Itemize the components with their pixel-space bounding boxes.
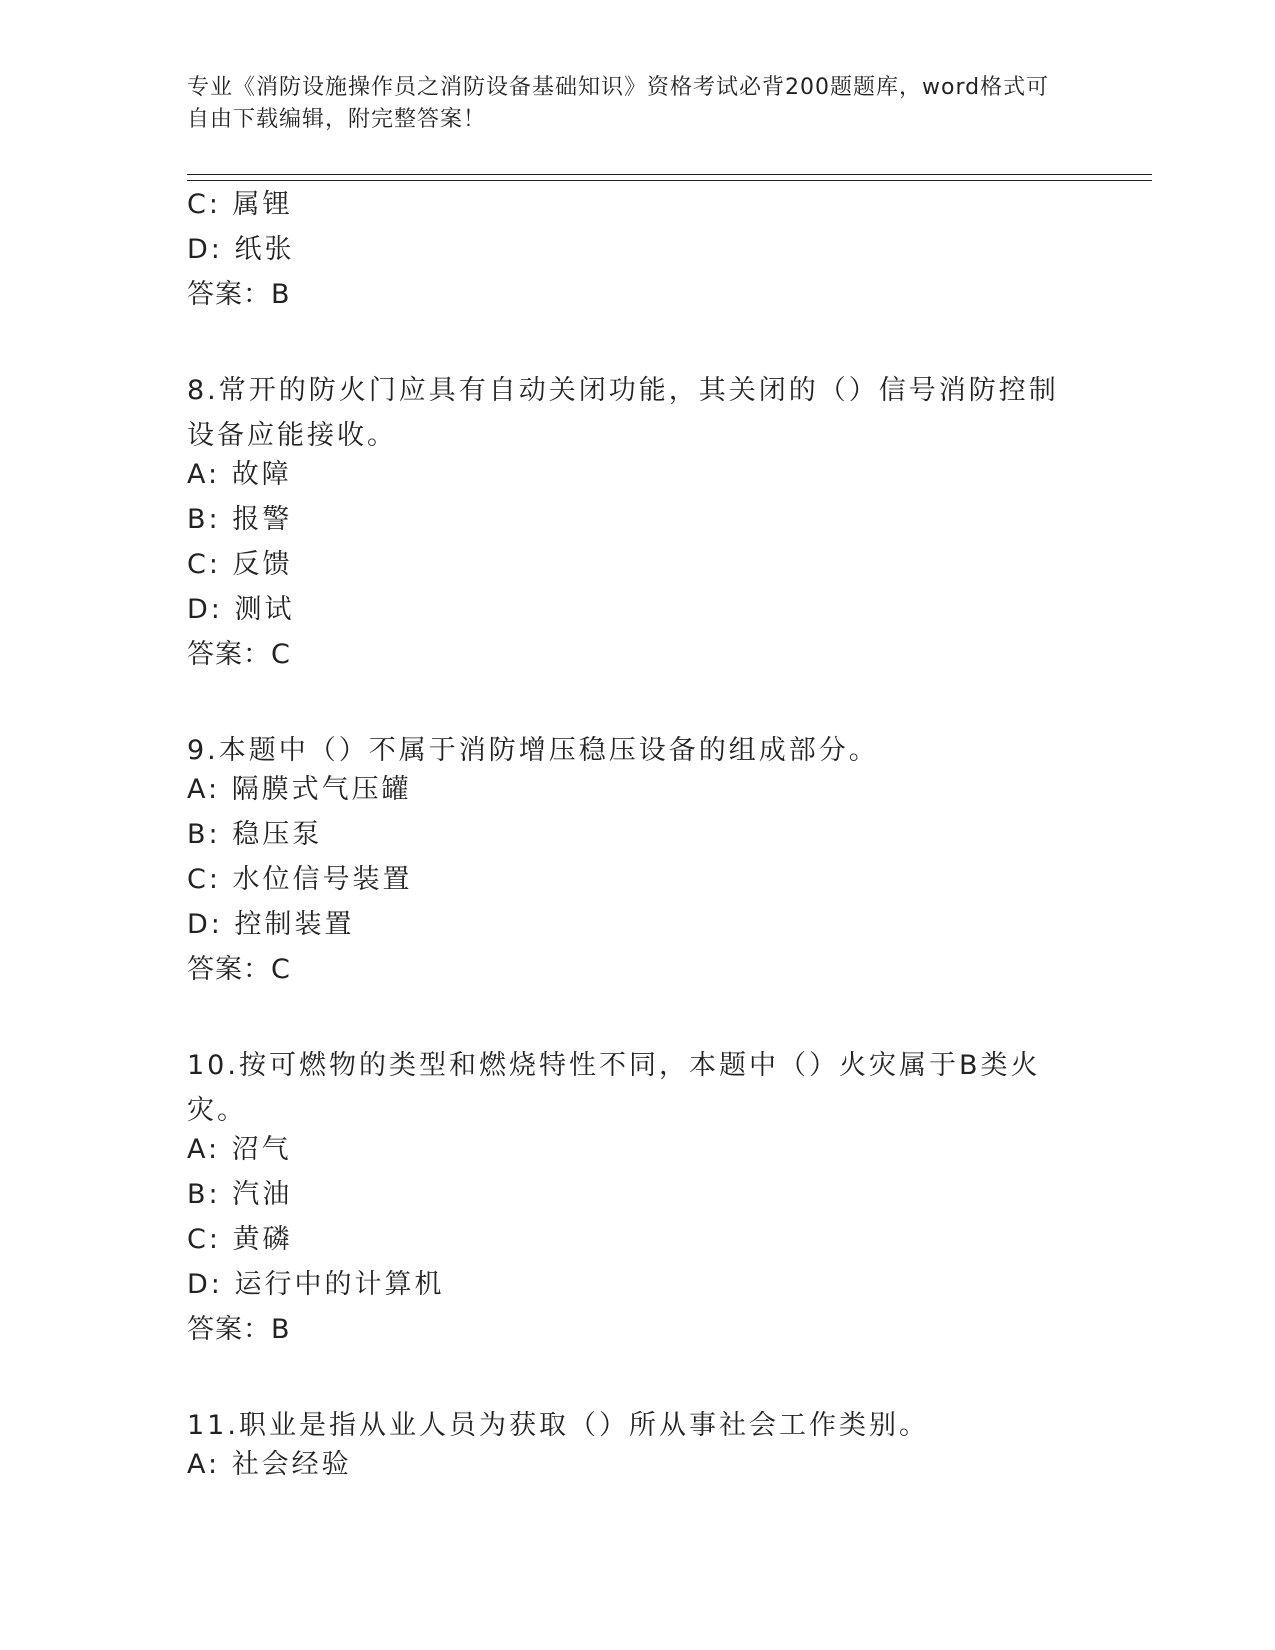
question-7-continuation bbox=[187, 188, 1067, 312]
option-text: 汽油 bbox=[232, 1179, 293, 1210]
option-c bbox=[187, 188, 1067, 222]
option-label: A: bbox=[187, 459, 221, 490]
option-b bbox=[187, 503, 1067, 537]
option-label: D: bbox=[187, 1269, 223, 1300]
option-text: 报警 bbox=[232, 504, 293, 535]
option-label: D: bbox=[187, 234, 223, 265]
answer-line: 答案：B bbox=[187, 279, 291, 310]
option-text: 故障 bbox=[231, 459, 292, 490]
option-d bbox=[187, 1268, 1067, 1302]
option-text: 纸张 bbox=[234, 234, 295, 265]
option-b bbox=[187, 818, 1067, 852]
question-list bbox=[187, 188, 1067, 1493]
option-text: 稳压泵 bbox=[232, 819, 323, 850]
option-label: A: bbox=[187, 1449, 221, 1480]
option-label: A: bbox=[187, 774, 221, 805]
option-c bbox=[187, 548, 1067, 582]
option-label: C: bbox=[187, 549, 221, 580]
option-d bbox=[187, 593, 1067, 627]
option-label: A: bbox=[187, 1134, 221, 1165]
option-c bbox=[187, 863, 1067, 897]
option-d bbox=[187, 908, 1067, 942]
option-label: B: bbox=[187, 819, 221, 850]
option-text: 黄磷 bbox=[232, 1224, 293, 1255]
question-text: 9.本题中（）不属于消防增压稳压设备的组成部分。 bbox=[187, 735, 879, 766]
question-11 bbox=[187, 1403, 1067, 1482]
question-8 bbox=[187, 368, 1067, 672]
option-a bbox=[187, 773, 1067, 807]
document-header bbox=[187, 72, 1067, 136]
option-text: 社会经验 bbox=[231, 1449, 352, 1480]
option-label: C: bbox=[187, 189, 221, 220]
question-text: 8.常开的防火门应具有自动关闭功能，其关闭的（）信号消防控制设备应能接收。 bbox=[187, 375, 1059, 451]
option-label: B: bbox=[187, 504, 221, 535]
document-title: 专业《消防设施操作员之消防设备基础知识》资格考试必背200题题库，word格式可自由下载编辑，附完整答案！ bbox=[187, 75, 1050, 132]
answer-line: 答案：C bbox=[187, 639, 291, 670]
option-label: D: bbox=[187, 594, 223, 625]
option-label: C: bbox=[187, 1224, 221, 1255]
option-d bbox=[187, 233, 1067, 267]
question-9 bbox=[187, 728, 1067, 987]
answer-line: 答案：C bbox=[187, 954, 291, 985]
option-text: 测试 bbox=[234, 594, 295, 625]
option-text: 反馈 bbox=[232, 549, 293, 580]
option-label: B: bbox=[187, 1179, 221, 1210]
option-a bbox=[187, 1133, 1067, 1167]
option-label: C: bbox=[187, 864, 221, 895]
option-text: 隔膜式气压罐 bbox=[231, 774, 412, 805]
answer-line: 答案：B bbox=[187, 1314, 291, 1345]
option-a bbox=[187, 1448, 1067, 1482]
option-a bbox=[187, 458, 1067, 492]
question-10 bbox=[187, 1043, 1067, 1347]
option-b bbox=[187, 1178, 1067, 1212]
header-rule-top bbox=[187, 174, 1152, 175]
option-text: 运行中的计算机 bbox=[234, 1269, 445, 1300]
option-text: 沼气 bbox=[231, 1134, 292, 1165]
option-text: 控制装置 bbox=[234, 909, 355, 940]
header-rule-bottom bbox=[187, 180, 1152, 181]
question-text: 11.职业是指从业人员为获取（）所从事社会工作类别。 bbox=[187, 1410, 929, 1441]
option-c bbox=[187, 1223, 1067, 1257]
option-text: 水位信号装置 bbox=[232, 864, 413, 895]
option-label: D: bbox=[187, 909, 223, 940]
question-text: 10.按可燃物的类型和燃烧特性不同，本题中（）火灾属于B类火灾。 bbox=[187, 1050, 1041, 1126]
option-text: 属锂 bbox=[232, 189, 293, 220]
